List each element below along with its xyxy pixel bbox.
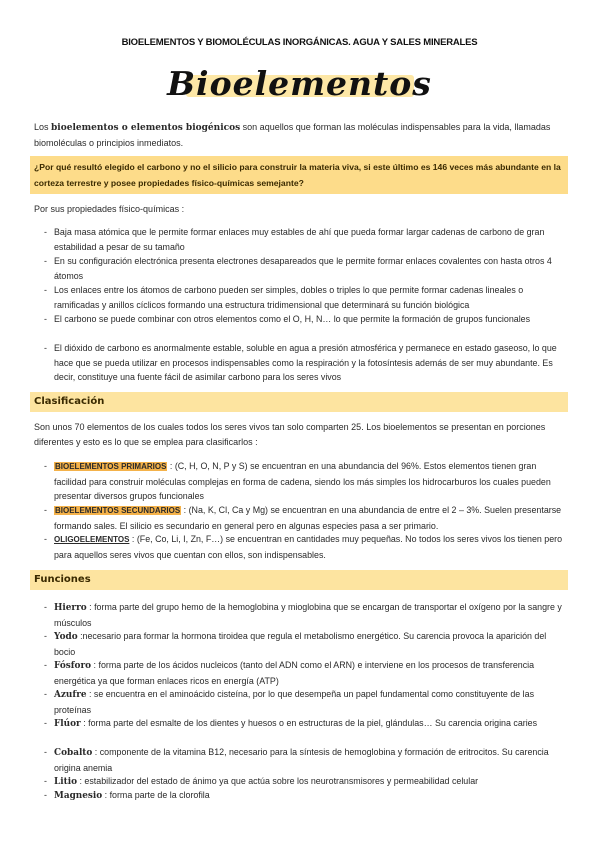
list-item: - Los enlaces entre los átomos de carbono pueden ser simples, dobles o triples lo que permite formar cadenas lineales o ramificadas y anillos cíclicos formando una estructura tridimensional que determinará su función biológica bbox=[44, 285, 524, 310]
list-item-text: El carbono se puede combinar con otros elementos como el O, H, N… lo que permite la formación de grupos funcionales bbox=[54, 314, 531, 324]
list-item: - Azufre : se encuentra en el aminoácido cisteína, por lo que desempeña un papel fundamental como constituyente de las proteínas bbox=[44, 689, 535, 715]
list-item: - Hierro : forma parte del grupo hemo de la hemoglobina y mioglobina que se encargan de transportar el oxígeno por la sangre y músculos bbox=[44, 602, 562, 628]
clasif-intro: Son unos 70 elementos de los cuales todos los seres vivos tan solo comparten 25. Los bioelementos se presentan en porciones diferentes y esto es lo que se emplea para clasificarlos : bbox=[34, 422, 546, 447]
list-item-text: : forma parte del grupo hemo de la hemoglobina y mioglobina que se encargan de transportar el oxígeno por la sangre y músculos bbox=[54, 602, 562, 628]
element-term: Yodo bbox=[54, 632, 78, 642]
list-item-text: Los enlaces entre los átomos de carbono pueden ser simples, dobles o triples lo que permite formar cadenas lineales o ramificadas y anillos cíclicos formando una estructura tridimensional que determinará su función biológica bbox=[54, 285, 524, 310]
list-item-text: :necesario para formar la hormona tiroidea que regula el metabolismo energético. Su carencia provoca la aparición del bocio bbox=[54, 631, 547, 657]
list-item: - En su configuración electrónica presenta electrones desapareados que le permite formar enlaces covalentes con hasta otros 4 átomos bbox=[44, 256, 552, 281]
element-term: Fósforo bbox=[54, 661, 92, 671]
section-title-funciones: Funciones bbox=[34, 574, 91, 585]
list-item-text: : forma parte del esmalte de los dientes y huesos o en estructuras de la piel, glándulas… Su carencia origina caries bbox=[80, 718, 538, 728]
list-item-text: : se encuentra en el aminoácido cisteína, por lo que desempeña un papel fundamental como constituyente de las proteínas bbox=[54, 689, 535, 715]
primarios-tag: BIOELEMENTOS PRIMARIOS bbox=[55, 462, 167, 471]
list-item-text: : (C, H, O, N, P y S) se encuentran en una abundancia del 96%. Estos elementos tienen gran facilidad para construir moléculas complejas en forma de cadena, siendo los más simples los hidrocarburos los cuales pueden presentar diversos grupos funcionales bbox=[54, 461, 551, 501]
list-item: - OLIGOELEMENTOS : (Fe, Co, Li, I, Zn, F…) se encuentran en cantidades muy pequeñas. No todos los seres vivos los tienen pero para aquellos seres vivos que cuentan con ellos, son indispensables. bbox=[44, 534, 563, 560]
list-item: - Flúor : forma parte del esmalte de los dientes y huesos o en estructuras de la piel, glándulas… Su carencia origina caries bbox=[44, 718, 538, 729]
list-item-text: : (Fe, Co, Li, I, Zn, F…) se encuentran en cantidades muy pequeñas. No todos los seres vivos los tienen pero para aquellos seres vivos que cuentan con ellos, son indispensables. bbox=[54, 534, 563, 560]
list-item: - Fósforo : forma parte de los ácidos nucleicos (tanto del ADN como el ARN) e interviene en los procesos de transferencia energética ya que forman enlaces ricos en energía (ATP) bbox=[44, 660, 535, 686]
section-title-clasificacion: Clasificación bbox=[34, 396, 105, 407]
list-item: - BIOELEMENTOS SECUNDARIOS : (Na, K, Cl, Ca y Mg) se encuentran en una abundancia de entre el 2 – 3%. Suelen presentarse formando sales. El silicio es secundario en general pero en algunas especies pasa a ser primario. bbox=[44, 505, 562, 531]
title-block bbox=[0, 62, 599, 106]
list-item: - Cobalto : componente de la vitamina B12, necesario para la síntesis de hemoglobina y formación de eritrocitos. Su carencia origina anemia bbox=[44, 747, 549, 773]
list-item: - Baja masa atómica que le permite formar enlaces muy estables de ahí que pueda formar largar cadenas de carbono de gran estabilidad a pesar de su tamaño bbox=[44, 227, 545, 252]
list-item: - Yodo :necesario para formar la hormona tiroidea que regula el metabolismo energético. Su carencia provoca la aparición del bocio bbox=[44, 631, 547, 657]
intro-paragraph bbox=[34, 120, 566, 151]
section-bar-clasificacion bbox=[30, 392, 568, 412]
list-item: - Litio : estabilizador del estado de ánimo ya que actúa sobre los neurotransmisores y permeabilidad celular bbox=[44, 776, 479, 787]
intro-bold-term: bioelementos o elementos biogénicos bbox=[51, 123, 241, 133]
section-bar-funciones bbox=[30, 570, 568, 590]
list-item: - El dióxido de carbono es anormalmente estable, soluble en agua a presión atmosférica y permanece en estado gaseoso, lo que hace que se pueda utilizar en procesos indispensables como la respiración y la fotosíntesis además de ser muy abundante. Es decir, constituye una fuente fácil de asimilar carbono para los seres vivos bbox=[44, 343, 557, 382]
intro-pre: Los bbox=[34, 122, 52, 132]
intro-post: son aquellos que forman las moléculas indispensables para la vida, llamadas biomoléculas o principios inmediatos. bbox=[34, 122, 551, 148]
element-term: Litio bbox=[54, 777, 78, 787]
list-item-text: : componente de la vitamina B12, necesario para la síntesis de hemoglobina y formación de eritrocitos. Su carencia origina anemia bbox=[54, 747, 549, 773]
element-term: Cobalto bbox=[54, 748, 93, 758]
list-item: - Magnesio : forma parte de la clorofila bbox=[44, 790, 210, 801]
list-item: - El carbono se puede combinar con otros elementos como el O, H, N… lo que permite la formación de grupos funcionales bbox=[44, 314, 531, 324]
secundarios-tag: BIOELEMENTOS SECUNDARIOS bbox=[55, 506, 181, 515]
list-item-text: : estabilizador del estado de ánimo ya que actúa sobre los neurotransmisores y permeabilidad celular bbox=[77, 776, 479, 786]
document-header: BIOELEMENTOS Y BIOMOLÉCULAS INORGÁNICAS. AGUA Y SALES MINERALES bbox=[121, 37, 478, 48]
page-title: Bioelementos bbox=[167, 64, 432, 103]
list-item-text: : forma parte de la clorofila bbox=[102, 790, 210, 800]
element-term: Hierro bbox=[54, 603, 87, 613]
props-intro: Por sus propiedades físico-químicas : bbox=[34, 204, 185, 214]
element-term: Flúor bbox=[54, 719, 81, 729]
element-term: Azufre bbox=[54, 690, 87, 700]
list-item-text: En su configuración electrónica presenta electrones desapareados que le permite formar enlaces covalentes con hasta otros 4 átomos bbox=[54, 256, 552, 281]
question-text: ¿Por qué resultó elegido el carbono y no el silicio para construir la materia viva, si este último es 146 veces más abundante en la corteza terrestre y posee propiedades físico-químicas semejante? bbox=[34, 162, 561, 188]
list-item: - BIOELEMENTOS PRIMARIOS : (C, H, O, N, P y S) se encuentran en una abundancia del 96%. Estos elementos tienen gran facilidad para construir moléculas complejas en forma de cadena, siendo los más simples los hidrocarburos los cuales pueden presentar diversos grupos funcionales bbox=[44, 461, 551, 501]
list-item-text: : forma parte de los ácidos nucleicos (tanto del ADN como el ARN) e interviene en los procesos de transferencia energética ya que forman enlaces ricos en energía (ATP) bbox=[54, 660, 535, 686]
oligoelementos-label: OLIGOELEMENTOS bbox=[54, 535, 130, 544]
list-item-text: El dióxido de carbono es anormalmente estable, soluble en agua a presión atmosférica y permanece en estado gaseoso, lo que hace que se pueda utilizar en procesos indispensables como la respiración y la fotosíntesis además de ser muy abundante. Es decir, constituye una fuente fácil de asimilar carbono para los seres vivos bbox=[54, 343, 557, 382]
element-term: Magnesio bbox=[54, 791, 103, 801]
list-item-text: Baja masa atómica que le permite formar enlaces muy estables de ahí que pueda formar largar cadenas de carbono de gran estabilidad a pesar de su tamaño bbox=[54, 227, 545, 252]
list-item-text: : (Na, K, Cl, Ca y Mg) se encuentran en una abundancia de entre el 2 – 3%. Suelen presentarse formando sales. El silicio es secundario en general pero en algunas especies pasa a ser primario. bbox=[54, 505, 562, 531]
